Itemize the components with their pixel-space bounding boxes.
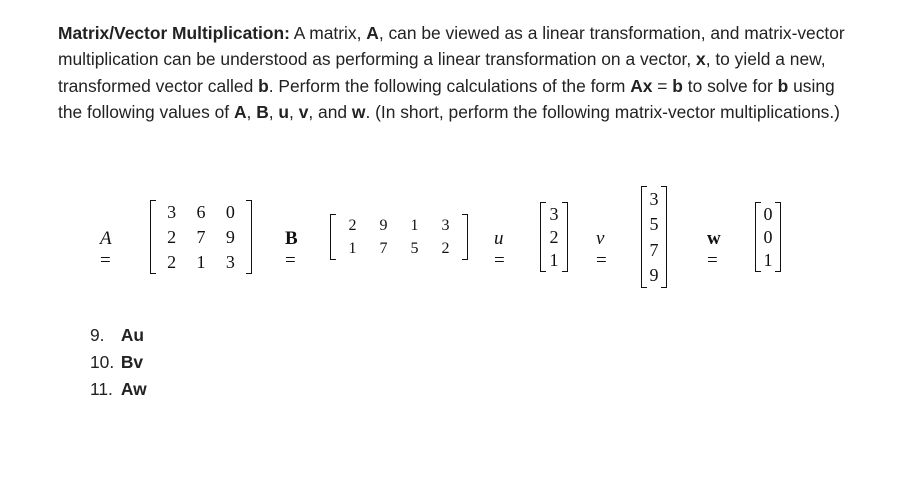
- vector-v-entry: 3: [649, 188, 659, 209]
- vector-u-label: u =: [494, 228, 505, 271]
- problem-title: Matrix/Vector Multiplication:: [58, 23, 290, 43]
- vector-v-entry: 5: [649, 214, 659, 235]
- matrix-b-cell: 7: [379, 239, 388, 257]
- vector-v-entry: 9: [649, 265, 659, 286]
- list-item: 11. Aw: [90, 379, 147, 399]
- matrix-b-cell: 1: [410, 216, 419, 234]
- problem-intro: Matrix/Vector Multiplication: A matrix, A, can be viewed as a linear transformation, and matrix-vector multiplication can be understood as performing a linear transformation on a vector, x, to yield a new, transformed vector called b. Perform the following calculations of the form Ax = b to solve for b using the following values of A, B, u, v, and w. (In short, perform the following matrix-vector multiplications.): [58, 23, 845, 123]
- matrix-a-cell: 3: [225, 251, 235, 272]
- matrix-a-cell: 0: [225, 202, 235, 223]
- matrix-a-cell: 2: [167, 226, 177, 247]
- matrix-a-label: A =: [100, 228, 112, 271]
- vector-v: [641, 186, 667, 288]
- vector-v-entry: 7: [649, 239, 659, 260]
- matrix-b-cell: 5: [410, 239, 419, 257]
- matrix-b-cell: 2: [441, 239, 450, 257]
- vector-w-entry: 0: [763, 203, 773, 224]
- vector-v-label: v =: [596, 228, 607, 271]
- vector-w-entry: 0: [763, 226, 773, 247]
- vector-u-entry: 3: [549, 203, 559, 224]
- matrix-b-cell: 1: [348, 239, 357, 257]
- matrix-b-label: B =: [285, 228, 298, 271]
- vector-w-label: w =: [707, 228, 721, 271]
- exercise-list: [90, 322, 147, 403]
- vector-u-entry: 2: [549, 226, 559, 247]
- vector-u-entry: 1: [549, 250, 559, 271]
- list-item: 10. Bv: [90, 352, 144, 372]
- vector-w: [755, 202, 781, 272]
- matrix-a-cell: 3: [167, 202, 177, 223]
- vector-w-entry: 1: [763, 250, 773, 271]
- matrix-a-cell: 6: [196, 202, 206, 223]
- matrix-b-cell: 3: [441, 216, 450, 234]
- vector-u: [540, 202, 568, 272]
- matrix-a-cell: 9: [225, 226, 235, 247]
- matrix-a-cell: 2: [167, 251, 177, 272]
- matrix-a-cell: 7: [196, 226, 206, 247]
- matrix-a-cell: 1: [196, 251, 206, 272]
- matrix-a: [150, 200, 252, 274]
- list-item: 9. Au: [90, 325, 145, 345]
- matrix-b-cell: 2: [348, 216, 357, 234]
- matrix-b: [330, 214, 468, 260]
- matrix-b-cell: 9: [379, 216, 388, 234]
